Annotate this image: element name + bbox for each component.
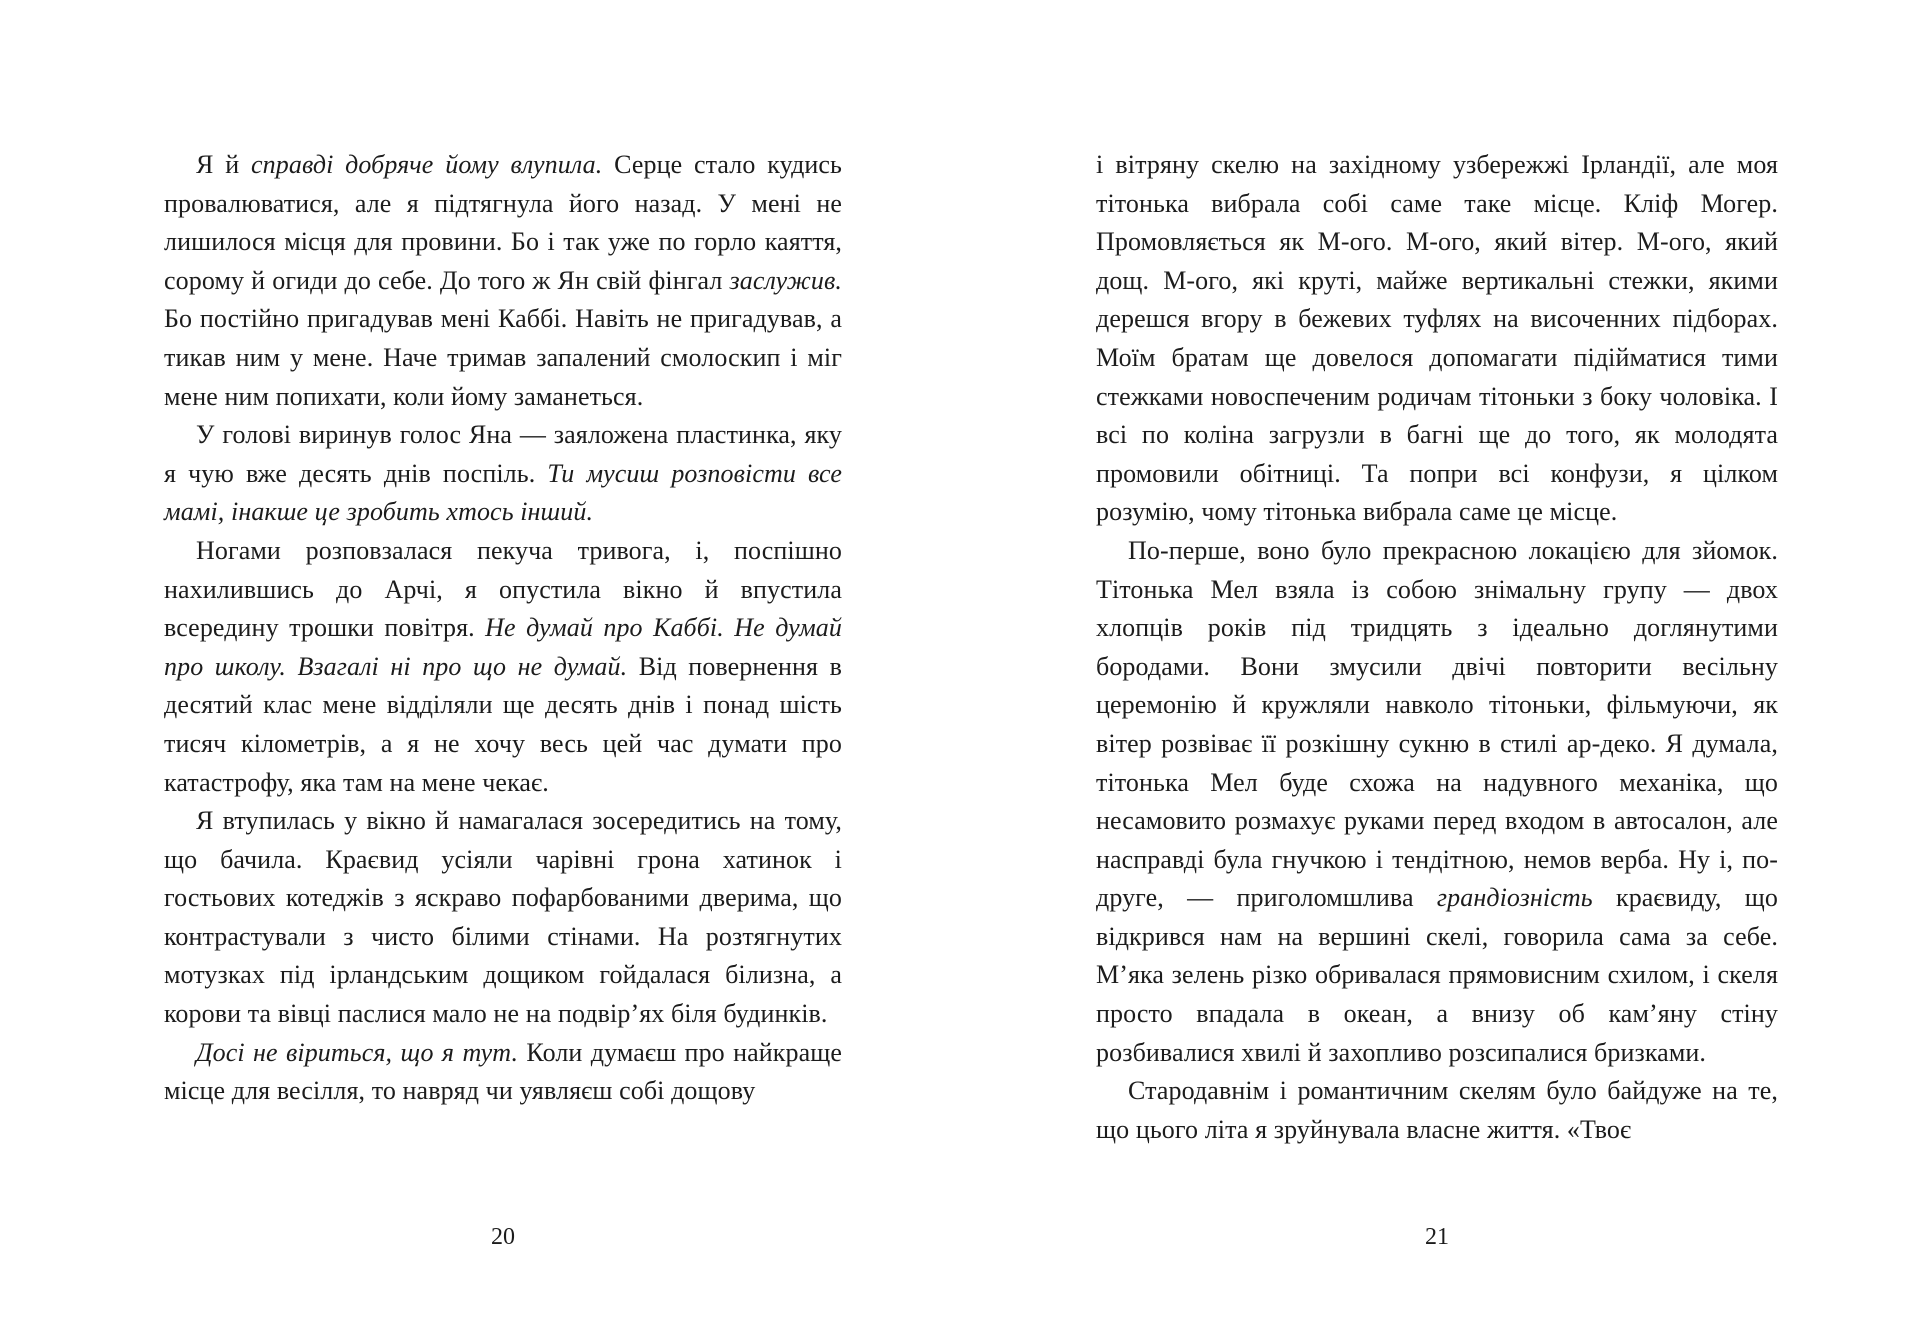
paragraph: [1096, 532, 1778, 1072]
text-segment: Я втупилась у вікно й намагалася зосередитись на тому, що бачила. Краєвид усіяли чарівні грона хатинок і гостьових котеджів з яскраво пофарбованими дверима, що контрастували з чисто білими стінами. На розтягнутих мотузках під ірландським дощиком гойдалася білизна, а корови та вівці паслися мало не на подвір’ях біля будинків.: [164, 806, 842, 1029]
page-right-text: [1096, 146, 1778, 1149]
paragraph: [164, 802, 842, 1034]
text-segment-italic: Ти мусиш розповісти все мамі, інакше це зробить хтось інший.: [164, 458, 842, 527]
text-segment: і вітряну скелю на західному узбережжі Ірландії, але моя тітонька вибрала собі саме таке місце. Кліф Могер. Промовляється як М-ого. М-ого, який вітер. М-ого, який дощ. М-ого, які круті, майже вертикальні стежки, якими дерешся вгору в бежевих туфлях на височенних підборах. Моїм братам ще довелося допомагати підійматися тими стежками новоспеченим родичам тітоньки з боку чоловіка. І всі по коліна загрузли в багні ще до того, як молодята промовили обітниці. Та попри всі конфузи, я цілком розумію, чому тітонька вибрала саме це місце.: [1096, 150, 1778, 527]
text-segment: Серце стало кудись провалюватися, але я підтягнула його назад. У мені не лишилося місця для провини. Бо і так уже по горло каяття, сорому й огиди до себе. До того ж Ян свій фінгал: [164, 150, 843, 295]
text-segment: краєвиду, що відкрився нам на вершині скелі, говорила сама за себе. М’яка зелень різко обривалася прямовисним схилом, і скеля просто впадала в океан, а внизу об кам’яну стіну розбивалися хвилі й захопливо розсипалися бризками.: [1096, 883, 1778, 1067]
text-segment: По-перше, воно було прекрасною локацією для зйомок. Тітонька Мел взяла із собою знімальну групу — двох хлопців років під тридцять з ідеально доглянутими бородами. Вони змусили двічі повторити весільну церемонію й кружляли навколо тітоньки, фільмуючи, як вітер розвіває її розкішну сукню в стилі ар-деко. Я думала, тітонька Мел буде схожа на надувного механіка, що несамовито розмахує руками перед входом в автосалон, але насправді була гнучкою і тендітною, немов верба. Ну і, по-друге, — приголомшлива: [1096, 535, 1778, 913]
paragraph: [164, 532, 842, 802]
text-segment-italic: грандіозність: [1436, 883, 1593, 913]
text-segment-italic: Не думай про Каббі. Не думай про школу. Взагалі ні про що не думай.: [164, 613, 842, 681]
text-segment: Від повернення в десятий клас мене відділяли ще десять днів і понад шість тисяч кілометрів, а я не хочу весь цей час думати про катастрофу, яка там на мене чекає.: [164, 651, 842, 797]
paragraph: [1096, 146, 1778, 532]
paragraph: [164, 1034, 842, 1111]
page-right: [1096, 146, 1778, 1324]
paragraph: [164, 146, 842, 416]
page-left-number: 20: [491, 1224, 515, 1250]
page-left-text: [164, 146, 842, 1111]
page-left: [164, 146, 842, 1324]
text-segment: Я й: [196, 150, 251, 179]
paragraph: [1096, 1072, 1778, 1149]
text-segment: Стародавнім і романтичним скелям було байдуже на те, що цього літа я зруйнувала власне життя. «Твоє: [1096, 1076, 1778, 1144]
text-segment-italic: заслужив.: [729, 265, 842, 295]
text-segment-italic: справді добряче йому влупила.: [251, 150, 603, 179]
text-segment: Ногами розповзалася пекуча тривога, і, поспішно нахилившись до Арчі, я опустила вікно й впустила всередину трошки повітря.: [164, 535, 842, 643]
text-segment: У голові виринув голос Яна — заяложена пластинка, яку я чую вже десять днів поспіль.: [164, 420, 842, 488]
page-right-number: 21: [1425, 1224, 1449, 1250]
text-segment: Коли думаєш про найкраще місце для весілля, то навряд чи уявляєш собі дощову: [164, 1037, 842, 1106]
paragraph: [164, 416, 842, 532]
text-segment: Бо постійно пригадував мені Каббі. Навіть не пригадував, а тикав ним у мене. Наче тримав запалений смолоскип і міг мене ним попихати, коли йому заманеться.: [164, 304, 842, 411]
text-segment-italic: Досі не віриться, що я тут.: [196, 1037, 519, 1067]
